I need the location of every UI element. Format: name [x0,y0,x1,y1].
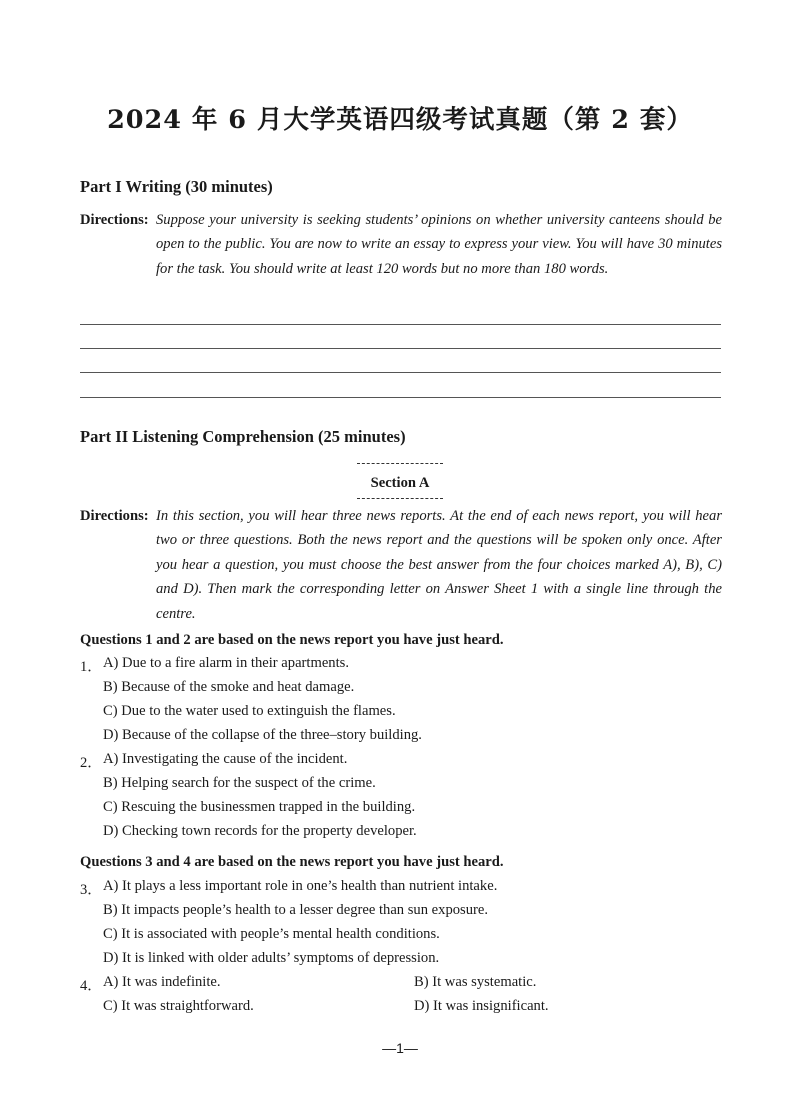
section-a-label: Section A [357,463,444,499]
part1-heading: Part I Writing (30 minutes) [80,177,273,196]
option-a: A) It was indefinite. [103,974,221,990]
option-d: D) Because of the collapse of the three–story building. [103,727,422,743]
part2-heading: Part II Listening Comprehension (25 minutes) [80,427,406,446]
option-b: B) Because of the smoke and heat damage. [103,679,355,695]
page-title: 2024 年 6 月大学英语四级考试真题（第 2 套） [107,105,693,135]
part2-directions-text: In this section, you will hear three news reports. At the end of each news report, you will hear two or three questions. Both the news report and the questions will be spoken only once. After you hear a question, you must choose the best answer from the four choices marked A), B), C) and D). Then mark the corresponding letter on Answer Sheet 1 with a single line through the centre. [156,508,722,622]
option-b: B) It was systematic. [414,974,537,990]
question-group-heading: Questions 3 and 4 are based on the news report you have just heard. [80,854,504,870]
part2-directions [80,504,722,626]
question-number: 2． [80,755,102,771]
option-c: C) Rescuing the businessmen trapped in the building. [103,799,416,815]
writing-line [80,324,721,325]
option-d: D) It was insignificant. [414,998,549,1014]
option-a: A) Investigating the cause of the incident. [103,751,348,767]
part2-directions-label: Directions: [80,508,149,524]
part1-directions [80,208,722,281]
question-group-heading: Questions 1 and 2 are based on the news report you have just heard. [80,632,504,648]
option-d: D) Checking town records for the property developer. [103,823,417,839]
page-number: —1— [382,1040,418,1056]
writing-line [80,397,721,398]
option-b: B) Helping search for the suspect of the crime. [103,775,376,791]
question-number: 4． [80,978,102,994]
part1-directions-label: Directions: [80,212,149,228]
writing-line [80,372,721,373]
option-c: C) It was straightforward. [103,998,254,1014]
part1-directions-text: Suppose your university is seeking students’ opinions on whether university canteens should be open to the public. You are now to write an essay to express your view. You will have 30 minutes for the task. You should write at least 120 words but no more than 180 words. [156,212,722,277]
writing-line [80,348,721,349]
question-number: 3． [80,882,102,898]
section-a-label-wrap [0,463,800,499]
option-c: C) It is associated with people’s mental health conditions. [103,926,440,942]
option-c: C) Due to the water used to extinguish the flames. [103,703,396,719]
option-a: A) Due to a fire alarm in their apartments. [103,655,349,671]
option-b: B) It impacts people’s health to a lesser degree than sun exposure. [103,902,488,918]
option-a: A) It plays a less important role in one’s health than nutrient intake. [103,878,498,894]
option-d: D) It is linked with older adults’ symptoms of depression. [103,950,440,966]
question-number: 1． [80,659,102,675]
